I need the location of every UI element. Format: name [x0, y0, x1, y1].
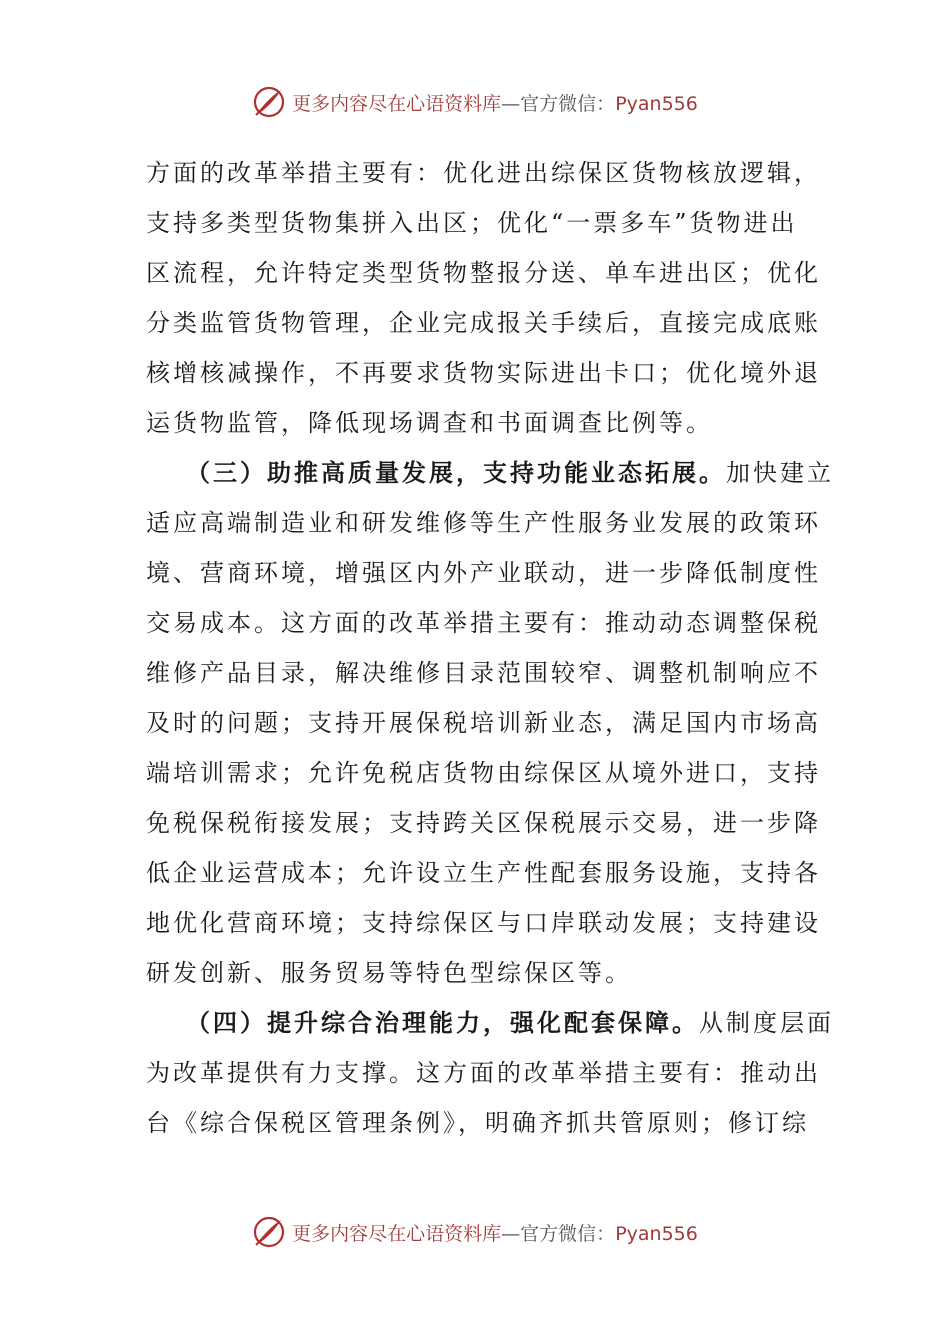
section-heading: （三）助推高质量发展，支持功能业态拓展。 [186, 458, 726, 487]
text-line: 运货物监管，降低现场调查和书面调查比例等。 [146, 409, 713, 437]
text-line: 为改革提供有力支撑。这方面的改革举措主要有：推动出 [146, 1059, 821, 1087]
text-line: 适应高端制造业和研发维修等生产性服务业发展的政策环 [146, 509, 821, 537]
header-brand-text [292, 89, 698, 116]
text-line: 方面的改革举措主要有：优化进出综保区货物核放逻辑， [146, 159, 821, 187]
wechat-label: 官方微信： [520, 1222, 616, 1245]
footer-brand-text [292, 1219, 698, 1246]
document-body [146, 148, 834, 1148]
text-line: 低企业运营成本；允许设立生产性配套服务设施，支持各 [146, 859, 821, 887]
section-lead-text: 加快建立 [726, 459, 834, 487]
header-banner [0, 82, 950, 122]
wechat-label: 官方微信： [520, 92, 616, 115]
text-line [146, 998, 834, 1048]
quill-logo-icon [252, 1215, 286, 1249]
brand-name: 更多内容尽在心语资料库 [292, 92, 502, 115]
text-line: 维修产品目录，解决维修目录范围较窄、调整机制响应不 [146, 659, 821, 687]
text-line: 台《综合保税区管理条例》，明确齐抓共管原则；修订综 [146, 1109, 809, 1137]
section-lead-text: 从制度层面 [699, 1009, 834, 1037]
quill-logo-icon [252, 85, 286, 119]
text-line: 境、营商环境，增强区内外产业联动，进一步降低制度性 [146, 559, 821, 587]
wechat-id: Pyan556 [615, 92, 698, 115]
text-line: 区流程，允许特定类型货物整报分送、单车进出区；优化 [146, 259, 821, 287]
brand-separator: — [501, 92, 521, 115]
text-line: 分类监管货物管理，企业完成报关手续后，直接完成底账 [146, 309, 821, 337]
wechat-id: Pyan556 [615, 1222, 698, 1245]
text-line: 支持多类型货物集拼入出区；优化“一票多车”货物进出 [146, 209, 798, 237]
text-line: 地优化营商环境；支持综保区与口岸联动发展；支持建设 [146, 909, 821, 937]
section-heading: （四）提升综合治理能力，强化配套保障。 [186, 1008, 699, 1037]
text-line: 交易成本。这方面的改革举措主要有：推动动态调整保税 [146, 609, 821, 637]
brand-name: 更多内容尽在心语资料库 [292, 1222, 502, 1245]
footer-banner [0, 1212, 950, 1252]
brand-separator: — [501, 1222, 521, 1245]
text-line [146, 448, 834, 498]
text-line: 核增核减操作，不再要求货物实际进出卡口；优化境外退 [146, 359, 821, 387]
text-line: 端培训需求；允许免税店货物由综保区从境外进口，支持 [146, 759, 821, 787]
text-line: 研发创新、服务贸易等特色型综保区等。 [146, 959, 632, 987]
text-line: 免税保税衔接发展；支持跨关区保税展示交易，进一步降 [146, 809, 821, 837]
text-line: 及时的问题；支持开展保税培训新业态，满足国内市场高 [146, 709, 821, 737]
